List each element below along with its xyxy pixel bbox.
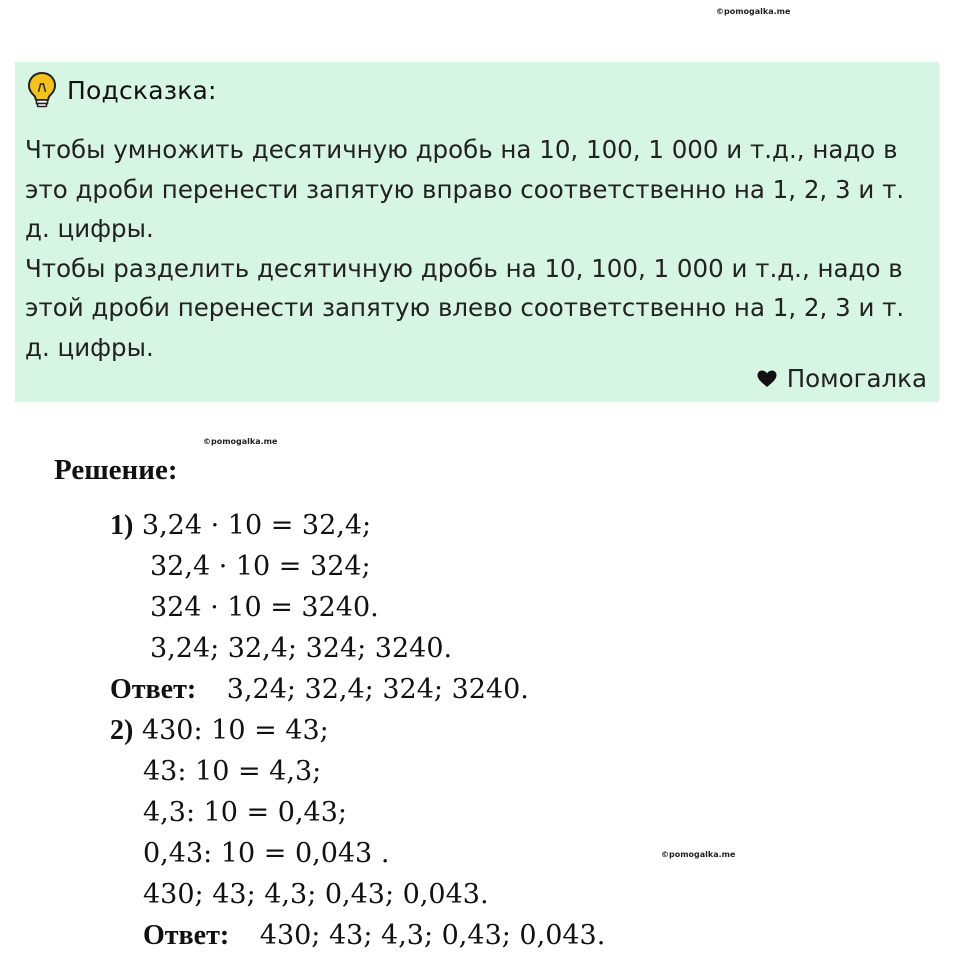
part1-answer [110, 674, 529, 706]
part1-number: 1) [110, 510, 134, 541]
part2-line-1 [110, 715, 329, 747]
hint-text [25, 130, 933, 367]
part2-equation-3: 4,3: 10 = 0,43; [143, 797, 347, 828]
part2-equation-1: 430: 10 = 43; [141, 715, 329, 746]
part1-equation-3: 324 · 10 = 3240. [150, 592, 379, 623]
credit-label: Помогалка [786, 364, 927, 393]
hint-title: Подсказка: [67, 75, 217, 105]
credit [757, 364, 927, 393]
part2-answer-label: Ответ: [143, 920, 230, 951]
solution-title: Решение: [54, 454, 178, 486]
hint-paragraph-divide: Чтобы разделить десятичную дробь на 10, 100, 1 000 и т.д., надо в этой дроби перенести запятую влево соответственно на 1, 2, 3 и т. д. цифры. [25, 253, 905, 362]
hint-box [15, 62, 939, 402]
watermark-right: ©pomogalka.me [661, 850, 736, 859]
part1-line-1 [110, 510, 371, 542]
part1-equation-2: 32,4 · 10 = 324; [150, 551, 371, 582]
lightbulb-icon [27, 71, 57, 109]
part1-answer-label: Ответ: [110, 674, 197, 705]
part1-equation-1: 3,24 · 10 = 32,4; [141, 510, 372, 541]
watermark-middle: ©pomogalka.me [203, 437, 278, 446]
part1-answer-value: 3,24; 32,4; 324; 3240. [226, 674, 529, 705]
hint-paragraph-multiply: Чтобы умножить десятичную дробь на 10, 100, 1 000 и т.д., надо в это дроби перенести запятую вправо соответственно на 1, 2, 3 и т. д. цифры. [25, 135, 905, 243]
part2-number: 2) [110, 715, 134, 746]
part2-answer-value: 430; 43; 4,3; 0,43; 0,043. [259, 920, 606, 951]
part1-sequence: 3,24; 32,4; 324; 3240. [150, 633, 453, 664]
part2-answer [143, 920, 605, 952]
hint-header [27, 70, 217, 110]
part2-equation-4: 0,43: 10 = 0,043 . [143, 838, 390, 869]
watermark-top: ©pomogalka.me [716, 7, 791, 16]
heart-icon [757, 370, 777, 388]
part2-sequence: 430; 43; 4,3; 0,43; 0,043. [143, 879, 489, 910]
part2-equation-2: 43: 10 = 4,3; [143, 756, 322, 787]
